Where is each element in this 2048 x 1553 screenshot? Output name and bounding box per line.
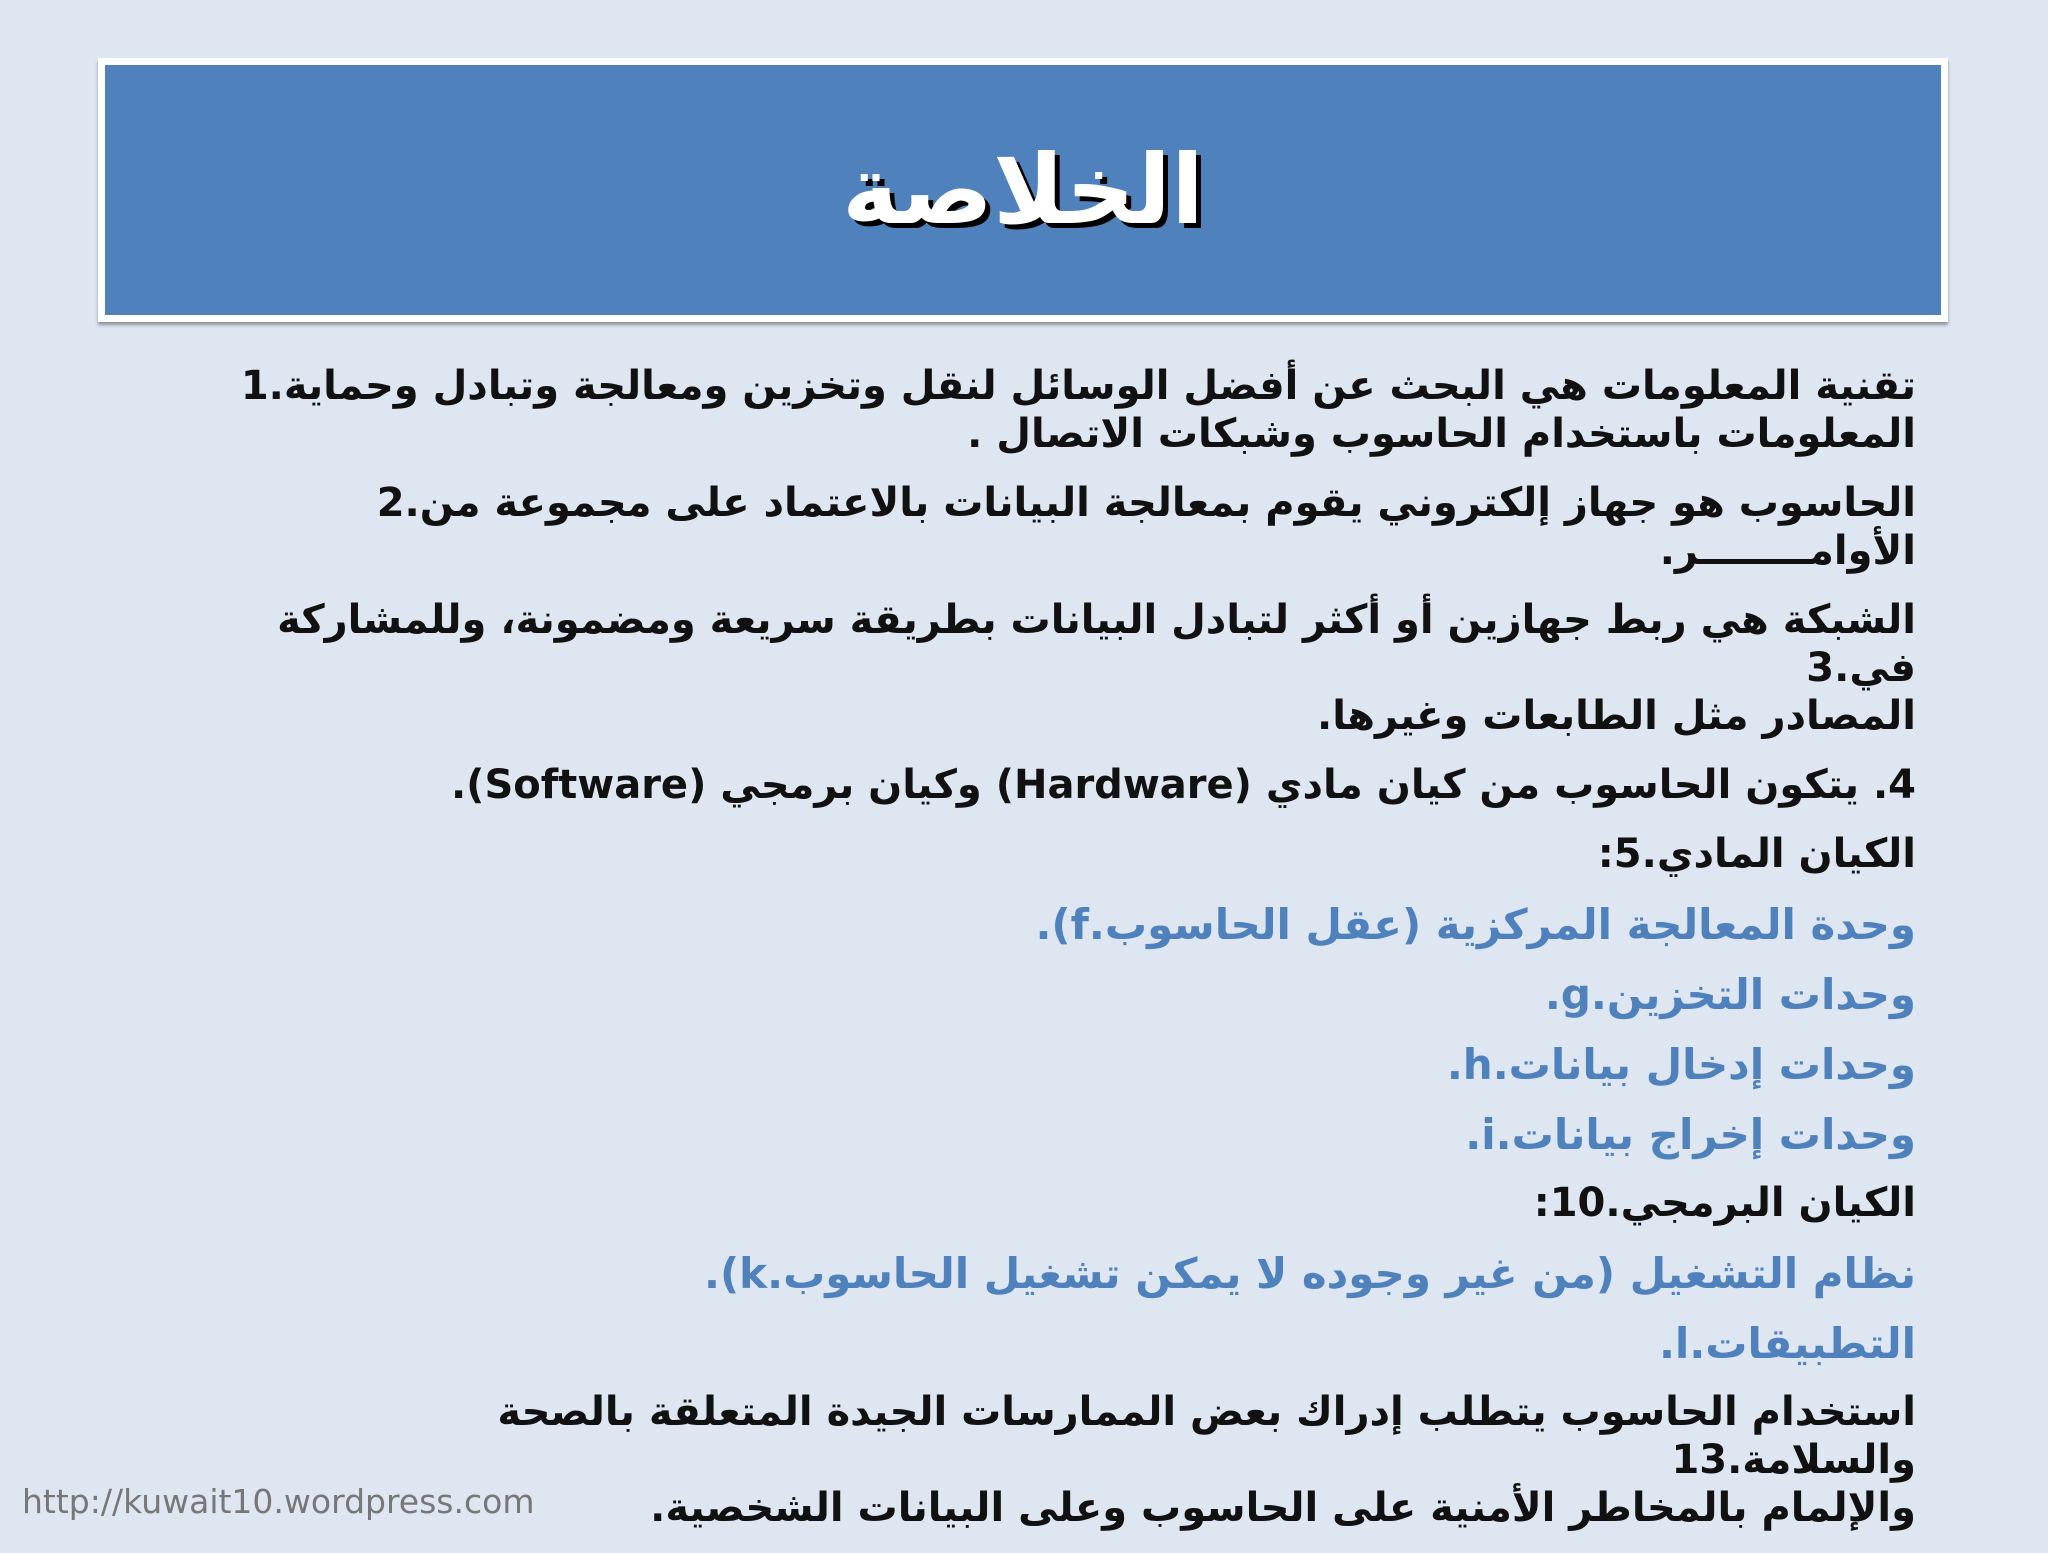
list-item (240, 479, 1916, 575)
item-line: 4. يتكون الحاسوب من كيان مادي (Hardware) وكيان برمجي (Software). (450, 762, 1916, 808)
list-item (240, 1179, 1916, 1227)
list-item (240, 362, 1916, 458)
item-line: المصادر مثل الطابعات وغيرها. (1317, 693, 1916, 739)
item-line: استخدام الحاسوب يتطلب إدراك بعض الممارسات الجيدة المتعلقة بالصحة والسلامة.13 (497, 1389, 1916, 1483)
list-item (240, 830, 1916, 878)
sub-list-item (240, 1039, 1916, 1091)
item-line: الشبكة هي ربط جهازين أو أكثر لتبادل البيانات بطريقة سريعة ومضمونة، وللمشاركة في.3 (277, 597, 1916, 691)
slide-title: الخلاصة (841, 134, 1204, 246)
list-item (240, 596, 1916, 740)
item-line: الكيان المادي.5: (1597, 831, 1916, 877)
title-banner (98, 58, 1948, 322)
item-line: الكيان البرمجي.10: (1533, 1180, 1916, 1226)
sub-list-item (240, 899, 1916, 951)
item-line: وحدات إخراج بيانات.i. (1465, 1110, 1916, 1159)
item-line: تقنية المعلومات هي البحث عن أفضل الوسائل لنقل وتخزين ومعالجة وتبادل وحماية.1 (240, 363, 1916, 409)
item-line: والإلمام بالمخاطر الأمنية على الحاسوب وعلى البيانات الشخصية. (650, 1485, 1916, 1531)
item-line: المعلومات باستخدام الحاسوب وشبكات الاتصال . (967, 411, 1916, 457)
item-line: وحدة المعالجة المركزية (عقل الحاسوب.f). (1035, 900, 1916, 949)
list-item (240, 761, 1916, 809)
sub-list-item (240, 1109, 1916, 1161)
item-line: وحدات التخزين.g. (1544, 970, 1916, 1019)
footer-url: http://kuwait10.wordpress.com (22, 1482, 535, 1521)
sub-list-item (240, 969, 1916, 1021)
item-line: الحاسوب هو جهاز إلكتروني يقوم بمعالجة البيانات بالاعتماد على مجموعة من.2 (376, 480, 1916, 526)
item-line: وحدات إدخال بيانات.h. (1446, 1040, 1916, 1089)
item-line: الأوامــــــــر. (1659, 528, 1916, 574)
summary-list (240, 362, 1916, 1553)
sub-list-item (240, 1248, 1916, 1300)
item-line: التطبيقات.l. (1658, 1319, 1916, 1368)
sub-list-item (240, 1318, 1916, 1370)
item-line: نظام التشغيل (من غير وجوده لا يمكن تشغيل الحاسوب.k). (704, 1249, 1916, 1298)
